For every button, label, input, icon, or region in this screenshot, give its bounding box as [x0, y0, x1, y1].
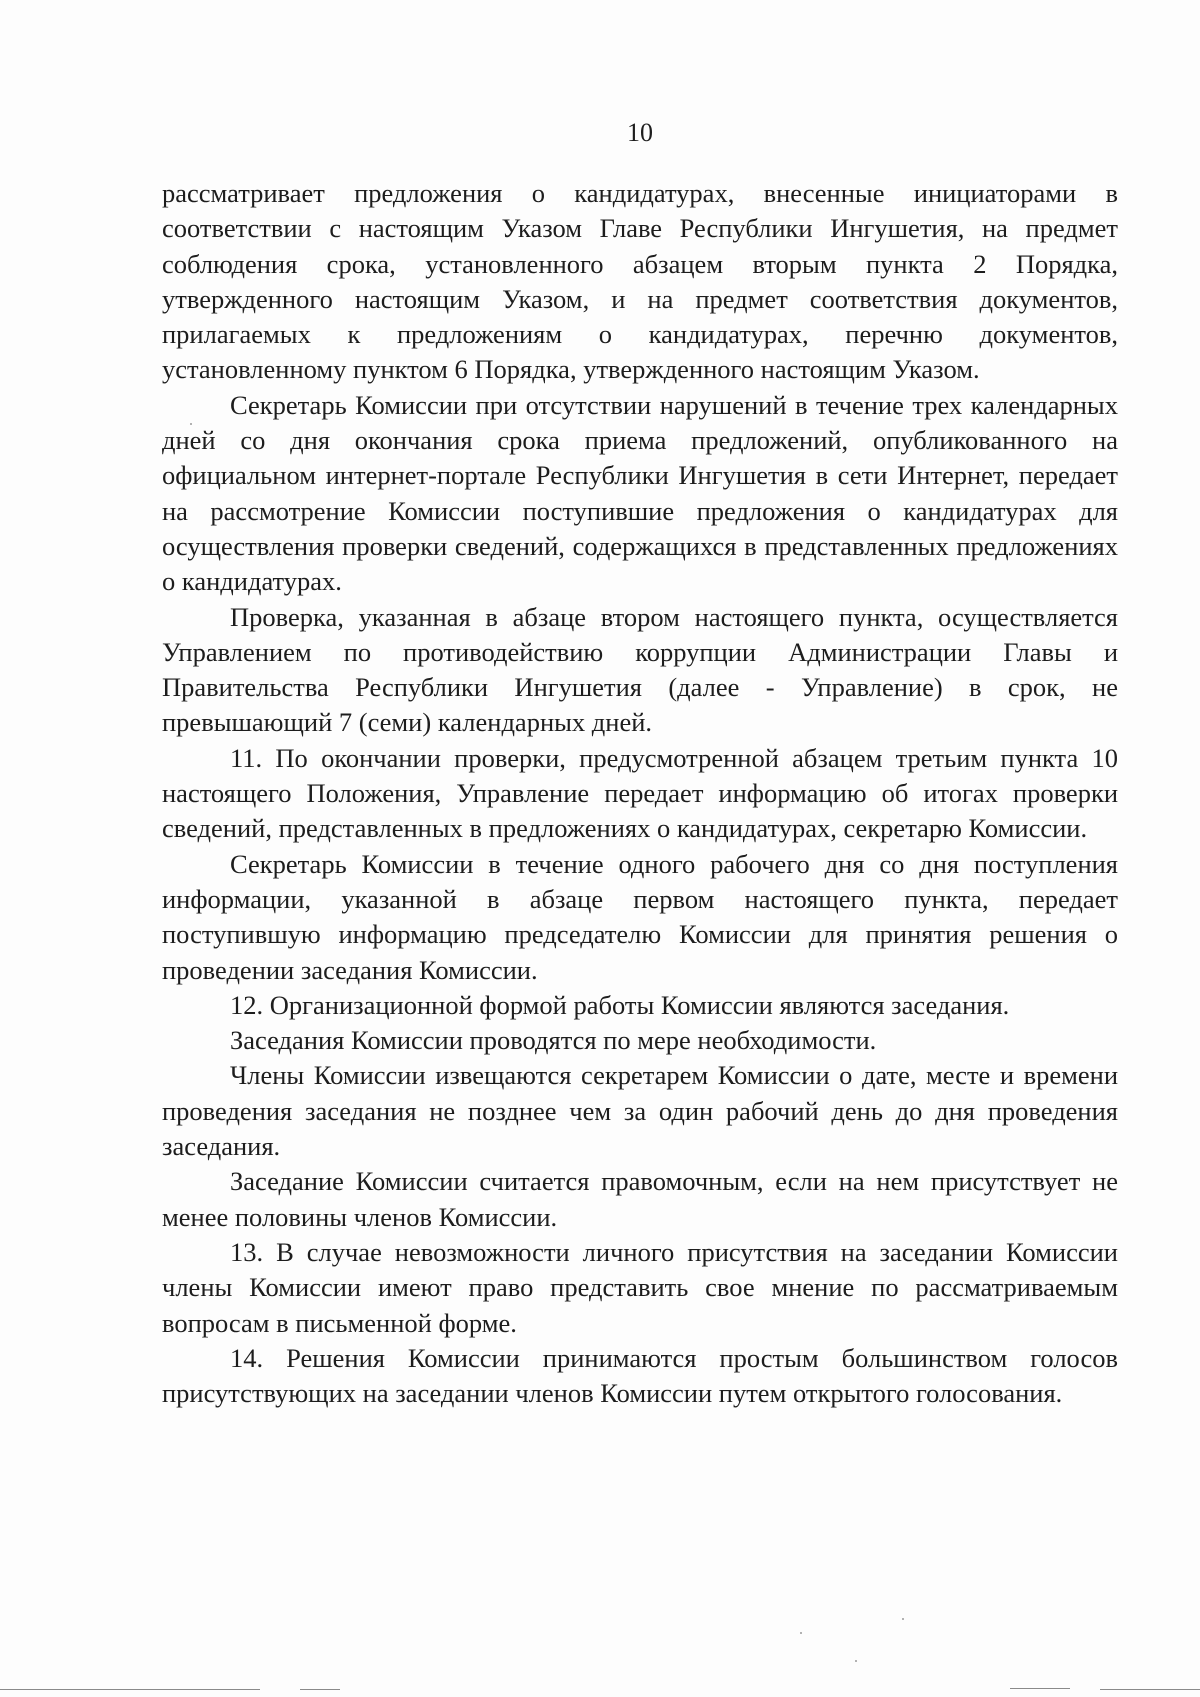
paragraph-7: Заседания Комиссии проводятся по мере необходимости.: [230, 1025, 877, 1056]
paragraph-10: 13. В случае невозможности личного присутствия на заседании Комиссии члены Комиссии имеют право представить свое мнение по рассматриваемым вопросам в письменной форме.: [162, 1236, 1118, 1338]
scan-artifact-line: [0, 1689, 260, 1690]
scan-artifact-dot: [190, 423, 192, 425]
scan-artifact-dot: [800, 1632, 802, 1634]
paragraph-4: 11. По окончании проверки, предусмотренной абзацем третьим пункта 10 настоящего Положения, Управление передает информацию об итогах проверки сведений, представленных в предложениях о кандидатурах, секретарю Комиссии.: [162, 742, 1118, 844]
paragraph-6: 12. Организационной формой работы Комиссии являются заседания.: [230, 989, 1010, 1020]
scan-artifact-dot: [902, 1618, 904, 1620]
paragraph-9: Заседание Комиссии считается правомочным, если на нем присутствует не менее половины членов Комиссии.: [162, 1166, 1118, 1232]
document-body: [162, 176, 1118, 1411]
scan-artifact-line: [1100, 1689, 1200, 1690]
paragraph-5: Секретарь Комиссии в течение одного рабочего дня со дня поступления информации, указанной в абзаце первом настоящего пункта, передает поступившую информацию председателю Комиссии для принятия решения о проведении заседания Комиссии.: [162, 848, 1118, 985]
paragraph-3: Проверка, указанная в абзаце втором настоящего пункта, осуществляется Управлением по противодействию коррупции Администрации Главы и Правительства Республики Ингушетия (далее - Управление) в срок, не превышающий 7 (семи) календарных дней.: [162, 601, 1118, 738]
paragraph-1: рассматривает предложения о кандидатурах, внесенные инициаторами в соответствии с настоящим Указом Главе Республики Ингушетия, на предмет соблюдения срока, установленного абзацем вторым пункта 2 Порядка, утвержденного настоящим Указом, и на предмет соответствия документов, прилагаемых к предложениям о кандидатурах, перечню документов, установленному пунктом 6 Порядка, утвержденного настоящим Указом.: [162, 178, 1118, 385]
scan-artifact-dot: [855, 1660, 857, 1662]
scan-artifact-line: [300, 1689, 340, 1690]
page-number: 10: [627, 118, 653, 147]
scan-artifact-line: [1010, 1688, 1070, 1689]
paragraph-11: 14. Решения Комиссии принимаются простым большинством голосов присутствующих на заседании членов Комиссии путем открытого голосования.: [162, 1342, 1118, 1409]
paragraph-8: Члены Комиссии извещаются секретарем Комиссии о дате, месте и времени проведения заседания не позднее чем за один рабочий день до дня проведения заседания.: [162, 1060, 1118, 1162]
paragraph-2: Секретарь Комиссии при отсутствии нарушений в течение трех календарных дней со дня окончания срока приема предложений, опубликованного на официальном интернет-портале Республики Ингушетия в сети Интернет, передает на рассмотрение Комиссии поступившие предложения о кандидатурах для осуществления проверки сведений, содержащихся в представленных предложениях о кандидатурах.: [162, 389, 1118, 597]
